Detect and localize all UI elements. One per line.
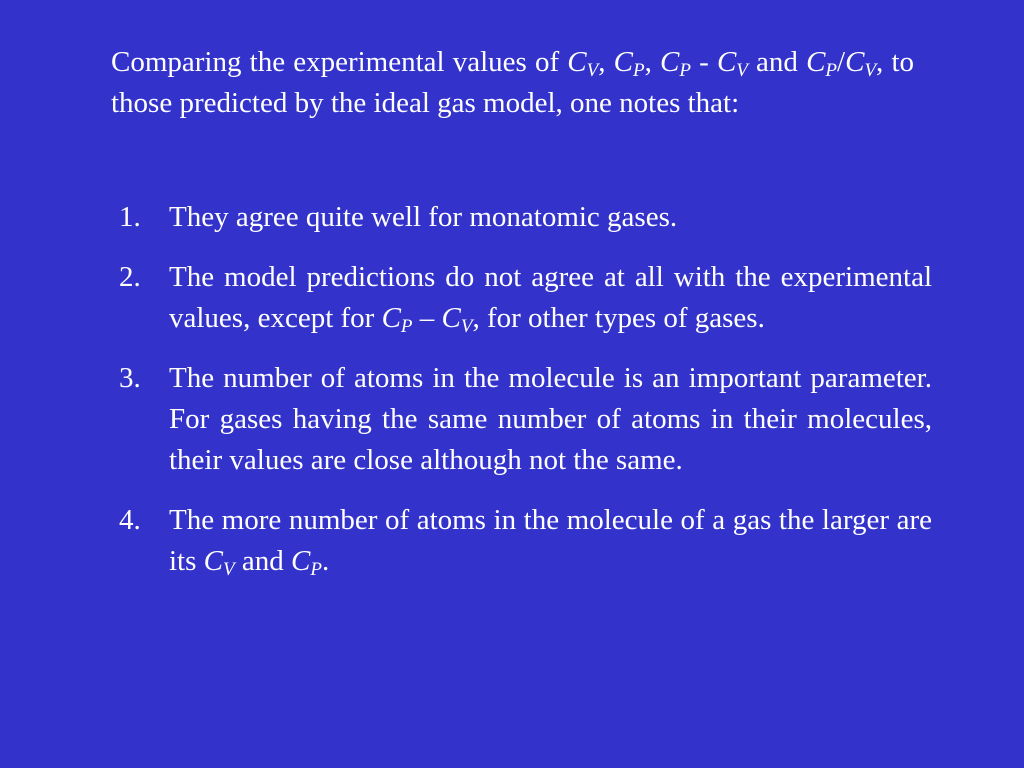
list-item [111,500,932,582]
cp-symbol: $C_P$ [290,545,322,580]
item-number: 3. [119,362,141,394]
cp-symbol: $C_P$ [613,46,645,81]
intro-paragraph: Comparing the experimental values of $C_V$, $C_P$, $C_P - C_V$ and $C_P/C_V$, to those predicted by the ideal gas model, one notes that: [111,46,915,119]
cp-minus-cv-symbol: $C_P$ [381,302,413,337]
findings-list [111,197,932,601]
intro-text-end: , to those predicted by the ideal gas model, one notes that: [111,46,915,119]
list-item [111,197,932,238]
item-number: 2. [119,261,141,293]
intro-text-start: Comparing the experimental values of [111,46,568,78]
cp-over-cv-symbol: $C_P$ [806,46,838,81]
item-text: The model predictions do not agree at all with the experimental values, except for $C_P - C_V$, for other types of gases. [169,261,932,337]
item-text: The more number of atoms in the molecule of a gas the larger are its $C_V$ and $C_P$. [169,504,932,580]
cv-symbol: $C_V$ [567,46,599,81]
list-item [111,257,932,339]
cp-minus-cv-symbol: $C_P$ [660,46,691,81]
item-text: They agree quite well for monatomic gases. [169,201,678,233]
item-number: 1. [119,201,141,233]
item-text: The number of atoms in the molecule is an important parameter. For gases having the same number of atoms in their molecules, their values are close although not the same. [169,362,932,476]
cv-symbol: $C_V$ [203,545,235,580]
item-number: 4. [119,504,141,536]
list-item [111,358,932,481]
